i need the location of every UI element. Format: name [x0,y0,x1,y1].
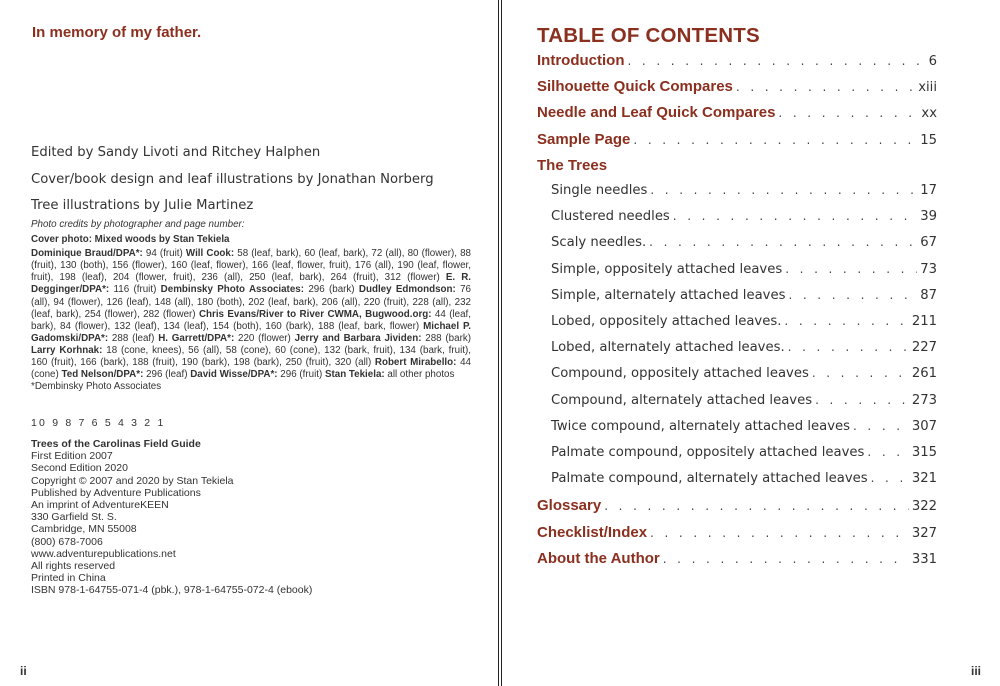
printing-line: 10 9 8 7 6 5 4 3 2 1 [31,417,166,429]
toc-leader-dots [784,314,908,328]
credit-lines [31,143,481,223]
toc-leader-dots [785,262,917,276]
toc-entry-label: Clustered needles [551,209,670,225]
photo-credit-name: Jerry and Barbara Jividen: [294,332,422,344]
toc-entry-label: Twice compound, alternately attached leaves [551,418,850,434]
photo-credit-name: Will Cook: [185,248,235,260]
toc-entry[interactable] [537,550,937,574]
toc-leader-dots [633,133,917,147]
colophon-line: (800) 678-7006 [31,535,103,548]
photo-credit-pages: 296 (leaf) [143,369,191,381]
credit-line-editors: Edited by Sandy Livoti and Ritchey Halphen [31,145,321,160]
toc-entry[interactable] [551,393,937,417]
toc-entry-page: 273 [911,392,937,408]
toc-leader-dots [650,183,917,197]
toc-entry-label: Scaly needles. [551,235,647,251]
toc-leader-dots [650,526,909,540]
photo-credit-pages: 44 (cone) [31,357,471,381]
toc-leader-dots [812,366,909,380]
colophon-line: All rights reserved [31,560,116,573]
toc-leader-dots [778,106,918,120]
toc-entry[interactable] [537,524,937,548]
toc-leader-dots [604,499,909,513]
colophon-line: Printed in China [31,572,106,585]
toc-leader-dots [663,552,909,566]
toc-entry-label: Compound, oppositely attached leaves [551,366,809,382]
toc-entry[interactable] [551,235,937,259]
toc-entry-page: 15 [920,132,937,148]
toc-entry[interactable] [537,78,937,102]
photo-credit-name: Ted Nelson/DPA*: [61,369,144,381]
toc-entry-label: Palmate compound, oppositely attached leaves [551,445,865,460]
toc-entry-label: Palmate compound, alternately attached leaves [551,471,868,487]
toc-entry[interactable] [551,288,937,312]
photo-credit-pages: 288 (leaf) [108,332,159,344]
toc-entry-page: 331 [911,551,937,567]
photo-credit-pages: 94 (fruit) [142,248,186,260]
colophon [31,438,471,597]
dedication: In memory of my father. [32,24,202,41]
photo-credit-pages: 18 (cone, knees), 56 (all), 58 (cone), 60 (cone), 132 (bark, fruit), 134 (bark, fruit), 160 (fruit), 166 (bark), 188 (fruit), 190 (bark), 198 (bark), 250 (fruit), 320 (all) [31,344,471,369]
toc-entry-page: xx [921,106,937,122]
credit-line-illustrations: Tree illustrations by Julie Martinez [31,198,254,213]
toc-leader-dots [736,80,915,94]
photo-credit-pages: 296 (fruit) [277,369,325,381]
toc-leader-dots [788,340,909,354]
toc-entry-page: 211 [911,314,937,329]
toc-entry-label: Single needles [551,183,648,198]
toc-leader-dots [649,235,917,249]
toc-entry[interactable] [551,366,937,390]
colophon-line: Published by Adventure Publications [31,486,201,499]
toc-entry-page: 39 [920,209,937,225]
toc-entry-page: 307 [911,418,937,434]
page-number-right: iii [970,664,981,678]
toc-heading: TABLE OF CONTENTS [537,24,760,47]
photo-credit-name: H. Garrett/DPA*: [158,332,235,344]
toc-entry[interactable] [537,52,937,76]
right-page [501,0,1000,686]
photo-credit-name: Dembinsky Photo Associates: [160,284,304,296]
toc-leader-dots [815,393,909,407]
colophon-line: Second Edition 2020 [31,462,128,475]
colophon-title: Trees of the Carolinas Field Guide [31,438,201,450]
toc-entry-label: Introduction [537,52,625,69]
toc-entry-label: Simple, alternately attached leaves [551,287,786,303]
toc-leader-dots [867,445,908,459]
photo-credit-pages: 220 (flower) [234,332,295,344]
photo-credit-name: Chris Evans/River to River CWMA, Bugwood.org: [198,308,432,320]
photo-credits-body [31,248,471,381]
toc-entry-page: 321 [911,471,937,487]
photo-credit-pages: 288 (bark) [421,332,471,344]
toc-entry[interactable] [551,183,937,207]
photo-credit-pages: 58 (leaf, bark), 60 (leaf, bark), 72 (all), 80 (flower), 88 (fruit), 130 (both), 156 (flower), 160 (leaf, flower), 166 (leaf, flower, fruit), 176 (all), 190 (leaf, flower, fruit), 198 (leaf), 204 (flower, fruit), 236 (all), 250 (leaf, bark), 264 (fruit), 312 (flower) [31,248,471,284]
toc-entry-page: 322 [911,499,937,515]
photo-credit-pages: 116 (fruit) [109,284,161,296]
toc-entry[interactable] [537,131,937,155]
photo-credit-name: Robert Mirabello: [374,357,457,369]
toc-entry[interactable] [551,262,937,286]
toc-entry-page: 6 [928,54,937,69]
photo-credit-name: Larry Korhnak: [31,344,103,356]
toc-entry-label: Simple, oppositely attached leaves [551,261,783,277]
toc-entry-label: Lobed, oppositely attached leaves. [551,314,782,329]
photo-credit-pages: 44 (leaf, bark), 84 (flower), 132 (leaf), 134 (leaf), 154 (both), 160 (bark), 188 (leaf, bark, flower) [31,308,471,332]
toc-entry-label: Checklist/Index [537,523,648,541]
toc-leader-dots [673,209,917,223]
toc-entry-page: 73 [920,261,937,277]
photo-credits-note: *Dembinsky Photo Associates [31,381,162,393]
toc-leader-dots [853,419,909,433]
toc-entry[interactable] [551,445,937,469]
photo-credit-pages: all other photos [384,369,455,381]
photo-credit-pages: 76 (all), 94 (flower), 126 (leaf), 148 (all), 180 (both), 202 (leaf, bark), 206 (all), 220 (fruit), 228 (all), 232 (leaf, bark), 254 (flower), 282 (flower) [31,284,471,320]
toc-entry-label: Silhouette Quick Compares [537,78,733,96]
toc-entry[interactable] [537,497,937,521]
toc-entry-page: 67 [920,235,937,251]
toc-entry[interactable] [551,209,937,233]
colophon-line: First Edition 2007 [31,450,113,463]
photo-credit-name: Michael P. Gadomski/DPA*: [31,320,471,344]
colophon-line: ISBN 978-1-64755-071-4 (pbk.), 978-1-64755-072-4 (ebook) [31,584,313,597]
colophon-line: www.adventurepublications.net [31,547,176,560]
toc-entry-label: Lobed, alternately attached leaves. [551,340,785,356]
toc-entry-page: 227 [911,340,937,356]
photo-credit-pages: 296 (bark) [303,284,359,296]
toc-leader-dots [871,471,909,485]
cover-photo-credit: Cover photo: Mixed woods by Stan Tekiela [31,234,230,246]
toc-entry-page: 315 [911,445,937,460]
photo-credit-name: David Wisse/DPA*: [190,369,278,381]
photo-credits-title: Photo credits by photographer and page number: [31,219,245,230]
colophon-line: An imprint of AdventureKEEN [31,499,169,512]
toc-entry-label: About the Author [537,549,660,567]
toc-entry-page: 261 [911,366,937,382]
toc-entry-page: 87 [920,287,937,303]
toc-entry[interactable] [551,314,937,338]
photo-credit-name: Dominique Braud/DPA*: [31,248,143,260]
photo-credit-name: Dudley Edmondson: [358,284,456,296]
toc-entry-label: The Trees [537,156,608,174]
toc-leader-dots [788,288,917,302]
toc-leader-dots [627,54,925,68]
colophon-line: Cambridge, MN 55008 [31,523,137,536]
toc-entry-label: Sample Page [537,130,631,148]
toc-entry-page: 327 [911,525,937,541]
colophon-line: 330 Garfield St. S. [31,511,117,524]
toc-entry[interactable] [537,104,937,128]
photo-credit-name: Stan Tekiela: [324,369,385,381]
colophon-line: Copyright © 2007 and 2020 by Stan Tekiela [31,474,234,487]
toc-entry[interactable] [537,157,937,181]
toc-entry-label: Needle and Leaf Quick Compares [537,104,776,122]
toc-entry[interactable] [551,419,937,443]
left-page [0,0,499,686]
colophon-lines [31,450,471,596]
toc-entry-page: xiii [918,80,937,96]
photo-credit-name: E. R. Degginger/DPA*: [31,272,471,296]
credit-line-design: Cover/book design and leaf illustrations by Jonathan Norberg [31,171,434,187]
toc-entry-label: Glossary [537,497,602,515]
toc-entry[interactable] [551,340,937,364]
photo-credits [31,219,471,393]
toc-entry-page: 17 [920,183,937,198]
toc-entry[interactable] [551,471,937,495]
page-number-left: ii [20,664,27,678]
toc-entry-label: Compound, alternately attached leaves [551,392,813,408]
